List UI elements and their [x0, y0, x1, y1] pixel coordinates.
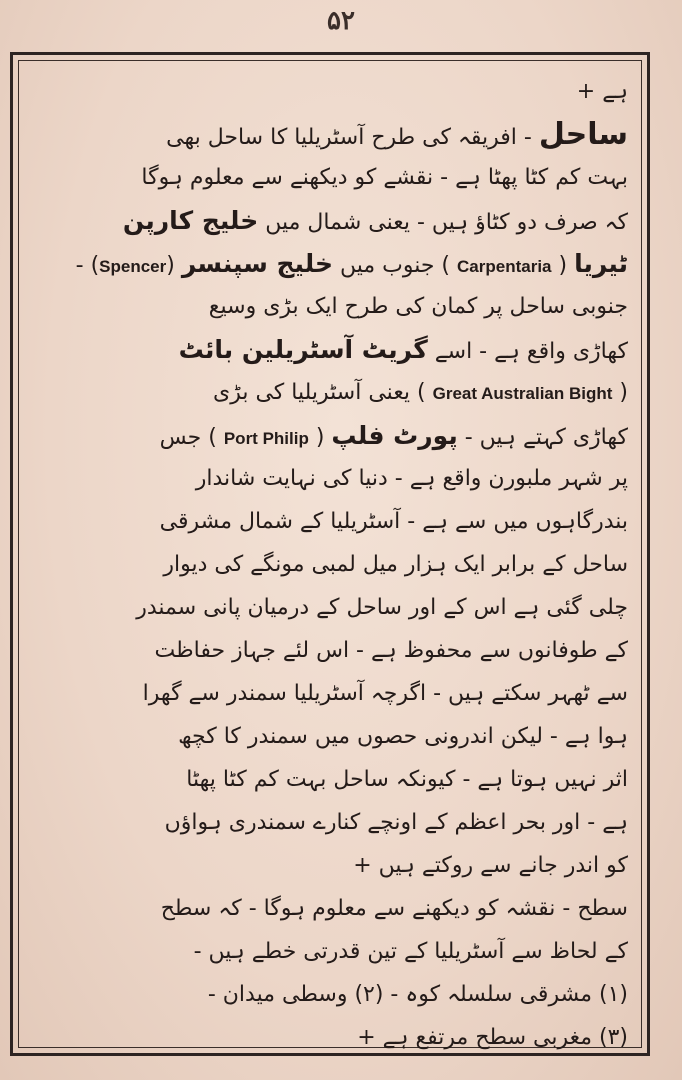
latin-term: Spencer: [99, 257, 167, 276]
text-line: [30, 199, 628, 242]
line-text: کے طوفانوں سے محفوظ ہے - اس لئے جہاز حفاظت: [154, 638, 628, 663]
place-name: ٹیریا: [574, 249, 628, 278]
line-text: ساحل کے برابر ایک ہزار میل لمبی مونگے کی دیوار: [163, 552, 628, 577]
text-line: [30, 1016, 628, 1059]
text-line: [30, 758, 628, 801]
text-line: [30, 586, 628, 629]
text-line: [30, 887, 628, 930]
line-text: بندرگاہوں میں سے ہے - آسٹریلیا کے شمال مشرقی: [159, 509, 628, 534]
line-text: کہ صرف دو کٹاؤ ہیں - یعنی شمال میں: [258, 210, 628, 235]
line-text: (: [612, 380, 628, 405]
line-text: - افریقہ کی طرح آسٹریلیا کا ساحل بھی: [166, 125, 539, 150]
line-text: ہوا ہے - لیکن اندرونی حصوں میں سمندر کا کچھ: [178, 724, 628, 749]
place-name: خلیج کارپن: [122, 206, 259, 235]
line-text: (: [308, 425, 332, 450]
page-number: ۵۲: [327, 6, 355, 36]
line-text: پر شہر ملبورن واقع ہے - دنیا کی نہایت شاندار: [195, 466, 628, 491]
line-text: سے ٹھہر سکتے ہیں - اگرچہ آسٹریلیا سمندر سے گھرا: [142, 681, 628, 706]
line-text: کے لحاظ سے آسٹریلیا کے تین قدرتی خطے ہیں -: [193, 939, 628, 964]
text-line: [30, 242, 628, 285]
line-text: (۳) مغربی سطح مرتفع ہے +: [357, 1025, 628, 1050]
line-text: کو اندر جانے سے روکتے ہیں +: [353, 853, 628, 878]
text-line: [30, 629, 628, 672]
text-line: [30, 672, 628, 715]
line-text: ) جس: [159, 425, 224, 450]
latin-term: Port Philip: [223, 429, 309, 448]
text-line: [30, 113, 628, 156]
text-line: [30, 457, 628, 500]
text-line: [30, 500, 628, 543]
text-line: [30, 328, 628, 371]
line-text: کھاڑی واقع ہے - اسے: [427, 339, 628, 364]
text-line: [30, 285, 628, 328]
line-text: ہے - اور بحر اعظم کے اونچے کنارے سمندری ہواؤں: [164, 810, 628, 835]
text-line: [30, 973, 628, 1016]
text-line: [30, 414, 628, 457]
line-text: (: [551, 253, 575, 278]
body-text: [30, 70, 628, 1059]
place-name: گریٹ آسٹریلین بائٹ: [178, 335, 428, 364]
line-text: ) جنوب میں: [332, 253, 458, 278]
section-heading-coast: ساحل: [538, 117, 628, 152]
line-text: ) یعنی آسٹریلیا کی بڑی: [213, 380, 433, 405]
line-text: سطح - نقشہ کو دیکھنے سے معلوم ہوگا - کہ سطح: [160, 896, 628, 921]
text-line: [30, 801, 628, 844]
text-line: [30, 844, 628, 887]
line-text: ) -: [75, 253, 100, 278]
line-text: اثر نہیں ہوتا ہے - کیونکہ ساحل بہت کم کٹا پھٹا: [186, 767, 628, 792]
text-line: [30, 156, 628, 199]
latin-term: Carpentaria: [457, 257, 552, 276]
place-name: خلیج سپنسر: [181, 249, 333, 278]
place-name: پورٹ فلپ: [331, 421, 458, 450]
line-text: چلی گئی ہے اس کے اور ساحل کے درمیان پانی سمندر: [136, 595, 628, 620]
line-text: کھاڑی کہتے ہیں -: [457, 425, 628, 450]
text-line: [30, 371, 628, 414]
line-text: (: [166, 253, 182, 278]
line-text: جنوبی ساحل پر کمان کی طرح ایک بڑی وسیع: [208, 294, 628, 319]
latin-term: Great Australian Bight: [432, 384, 613, 403]
text-line: [30, 543, 628, 586]
line-text: ہے +: [576, 79, 628, 104]
text-line: [30, 70, 628, 113]
line-text: (۱) مشرقی سلسلہ کوہ - (۲) وسطی میدان -: [207, 982, 628, 1007]
line-text: بہت کم کٹا پھٹا ہے - نقشے کو دیکھنے سے معلوم ہوگا: [141, 165, 628, 190]
text-line: [30, 930, 628, 973]
text-line: [30, 715, 628, 758]
